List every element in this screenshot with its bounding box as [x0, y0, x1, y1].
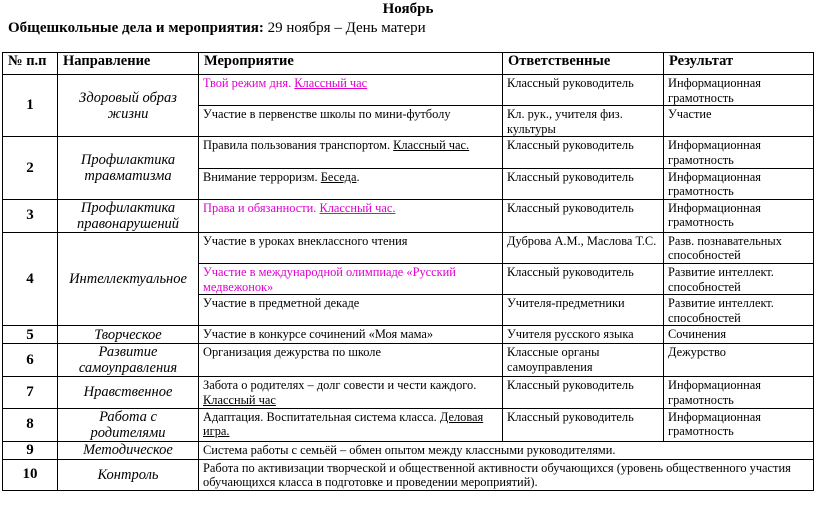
table-row	[3, 441, 814, 459]
row-direction: Развитие самоуправления	[58, 344, 199, 377]
month-title: Ноябрь	[382, 1, 434, 17]
row-direction: Здоровый образ жизни	[58, 75, 199, 137]
subtitle-label: Общешкольные дела и мероприятия:	[8, 20, 264, 36]
row-wide-text: Система работы с семьёй – обмен опытом между классными руководителями.	[199, 441, 814, 459]
responsible-cell: Кл. рук., учителя физ. культуры	[503, 106, 664, 137]
responsible-cell: Классный руководитель	[503, 75, 664, 106]
event-cell	[199, 106, 503, 137]
responsible-cell: Классный руководитель	[503, 263, 664, 294]
table-row	[3, 137, 814, 168]
row-direction: Профилактика правонарушений	[58, 199, 199, 232]
event-text: Участие в конкурсе сочинений «Моя мама»	[203, 327, 434, 342]
result-cell: Участие	[664, 106, 814, 137]
event-text: Твой режим дня.	[203, 76, 295, 90]
responsible-cell: Классный руководитель	[503, 408, 664, 441]
row-direction: Интеллектуальное	[58, 232, 199, 326]
event-format-link: Деловая игра.	[203, 409, 484, 439]
event-cell	[199, 377, 503, 408]
row-direction: Профилактика травматизма	[58, 137, 199, 199]
event-format-link: Классный час	[294, 76, 368, 90]
table-row	[3, 199, 814, 232]
row-number: 9	[3, 441, 58, 459]
row-wide-text: Работа по активизации творческой и общественной активности обучающихся (уровень общественного участия обучающихся класса в подготовке и проведении мероприятий).	[199, 459, 814, 490]
responsible-cell: Учителя русского языка	[503, 326, 664, 344]
event-cell	[199, 295, 503, 326]
event-text: Правила пользования транспортом.	[203, 138, 394, 153]
event-text: Организация дежурства по школе	[203, 345, 381, 360]
event-cell	[199, 263, 503, 294]
event-text: Адаптация. Воспитательная система класса.	[203, 409, 440, 424]
row-direction: Методическое	[58, 441, 199, 459]
row-number: 1	[3, 75, 58, 137]
table-row	[3, 232, 814, 263]
row-number: 10	[3, 459, 58, 490]
row-number: 6	[3, 344, 58, 377]
table-header-row	[3, 53, 814, 75]
event-format-link: Беседа	[320, 169, 357, 184]
table-row	[3, 75, 814, 106]
result-cell: Информационная грамотность	[664, 408, 814, 441]
event-text-end: .	[356, 169, 360, 184]
responsible-cell: Классный руководитель	[503, 168, 664, 199]
result-cell: Сочинения	[664, 326, 814, 344]
row-number: 7	[3, 377, 58, 408]
responsible-cell: Учителя-предметники	[503, 295, 664, 326]
event-format-link: Классный час.	[393, 138, 470, 153]
table-row	[3, 459, 814, 490]
row-number: 5	[3, 326, 58, 344]
event-text: Участие в первенстве школы по мини-футболу	[203, 107, 451, 122]
result-cell: Развитие интеллект. способностей	[664, 263, 814, 294]
row-direction: Контроль	[58, 459, 199, 490]
result-cell: Информационная грамотность	[664, 75, 814, 106]
row-direction: Работа с родителями	[58, 408, 199, 441]
event-text: Забота о родителях – долг совести и чести каждого.	[203, 378, 477, 393]
event-cell	[199, 326, 503, 344]
responsible-cell: Классный руководитель	[503, 137, 664, 168]
result-cell: Разв. познавательных способностей	[664, 232, 814, 263]
col-header-number: № п.п	[3, 53, 58, 75]
row-number: 3	[3, 199, 58, 232]
event-text: Участие в международной олимпиаде «Русский медвежонок»	[203, 264, 456, 294]
responsible-cell: Классный руководитель	[503, 199, 664, 232]
event-cell	[199, 75, 503, 106]
event-cell	[199, 199, 503, 232]
event-cell	[199, 168, 503, 199]
col-header-direction: Направление	[58, 53, 199, 75]
table-row	[3, 326, 814, 344]
result-cell: Информационная грамотность	[664, 168, 814, 199]
result-cell: Информационная грамотность	[664, 199, 814, 232]
col-header-event: Мероприятие	[199, 53, 503, 75]
event-text: Участие в уроках внеклассного чтения	[203, 233, 408, 248]
responsible-cell: Классные органы самоуправления	[503, 344, 664, 377]
event-text: Участие в предметной декаде	[203, 296, 360, 311]
row-direction: Творческое	[58, 326, 199, 344]
event-text: Права и обязанности.	[203, 200, 320, 215]
table-row	[3, 377, 814, 408]
table-row	[3, 344, 814, 377]
responsible-cell: Классный руководитель	[503, 377, 664, 408]
result-cell: Информационная грамотность	[664, 137, 814, 168]
event-cell	[199, 344, 503, 377]
table-row	[3, 408, 814, 441]
col-header-result: Результат	[664, 53, 814, 75]
subtitle	[8, 19, 426, 37]
plan-table	[2, 52, 814, 491]
event-text: Внимание терроризм.	[203, 169, 321, 184]
event-format-link: Классный час	[203, 392, 276, 407]
event-cell	[199, 232, 503, 263]
row-number: 8	[3, 408, 58, 441]
responsible-cell: Дуброва А.М., Маслова Т.С.	[503, 232, 664, 263]
result-cell: Дежурство	[664, 344, 814, 377]
result-cell: Развитие интеллект. способностей	[664, 295, 814, 326]
row-number: 4	[3, 232, 58, 326]
event-cell	[199, 137, 503, 168]
subtitle-value: 29 ноября – День матери	[263, 20, 426, 36]
row-number: 2	[3, 137, 58, 199]
event-cell	[199, 408, 503, 441]
result-cell: Информационная грамотность	[664, 377, 814, 408]
col-header-responsible: Ответственные	[503, 53, 664, 75]
event-format-link: Классный час.	[319, 200, 396, 215]
row-direction: Нравственное	[58, 377, 199, 408]
